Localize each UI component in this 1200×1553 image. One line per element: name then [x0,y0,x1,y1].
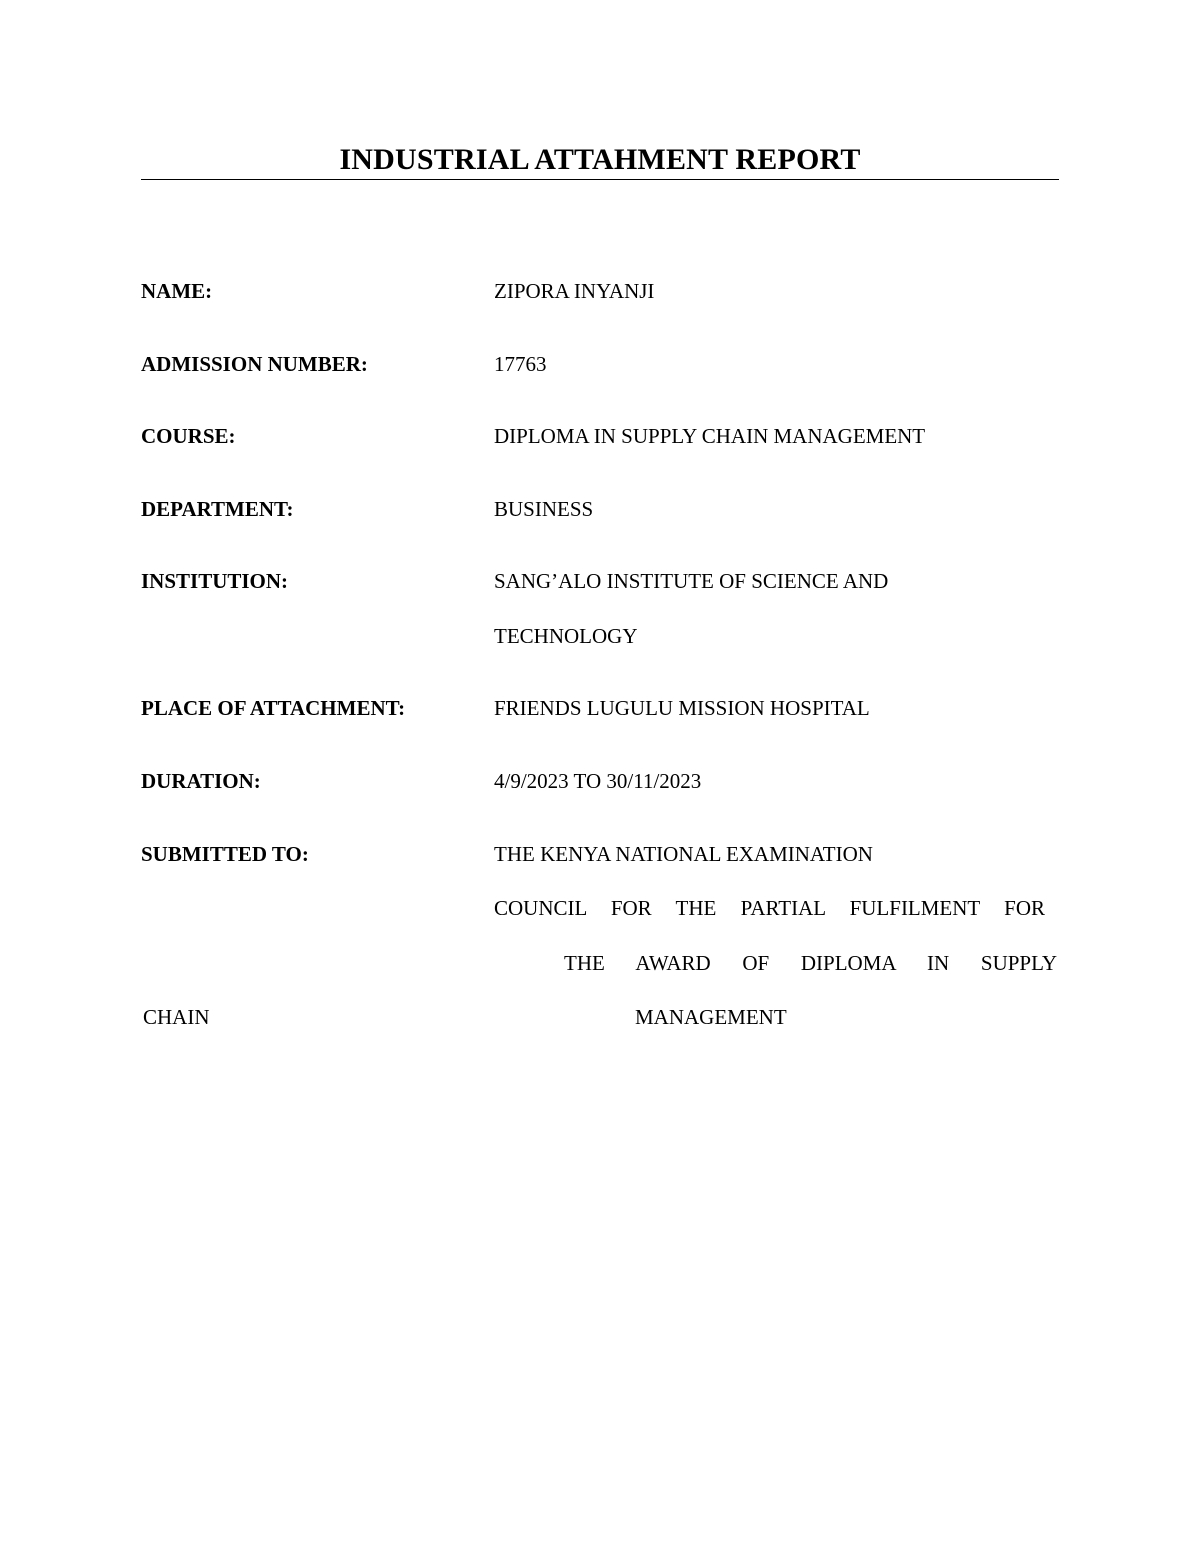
course-value: DIPLOMA IN SUPPLY CHAIN MANAGEMENT [494,424,926,448]
title-underline [141,179,1059,180]
duration-label: DURATION: [141,769,261,793]
document-title: INDUSTRIAL ATTAHMENT REPORT [339,143,861,176]
submitted-to-line-5: MANAGEMENT [635,1005,787,1029]
department-label: DEPARTMENT: [141,497,294,521]
submitted-to-line-4: CHAIN [143,1005,210,1029]
institution-value-line-2: TECHNOLOGY [494,624,638,648]
place-of-attachment-label: PLACE OF ATTACHMENT: [141,696,406,720]
submitted-to-line-3: THE AWARD OF DIPLOMA IN SUPPLY [564,951,1057,975]
submitted-to-label: SUBMITTED TO: [141,842,309,866]
submitted-to-line-2: COUNCIL FOR THE PARTIAL FULFILMENT FOR [494,896,1045,920]
admission-number-value: 17763 [494,352,547,376]
place-of-attachment-value: FRIENDS LUGULU MISSION HOSPITAL [494,696,870,720]
name-value: ZIPORA INYANJI [494,279,655,303]
submitted-to-line-1: THE KENYA NATIONAL EXAMINATION [494,842,873,866]
duration-value: 4/9/2023 TO 30/11/2023 [494,769,702,793]
admission-number-label: ADMISSION NUMBER: [141,352,368,376]
institution-label: INSTITUTION: [141,569,289,593]
institution-value-line-1: SANG’ALO INSTITUTE OF SCIENCE AND [494,569,889,593]
department-value: BUSINESS [494,497,594,521]
course-label: COURSE: [141,424,236,448]
name-label: NAME: [141,279,213,303]
